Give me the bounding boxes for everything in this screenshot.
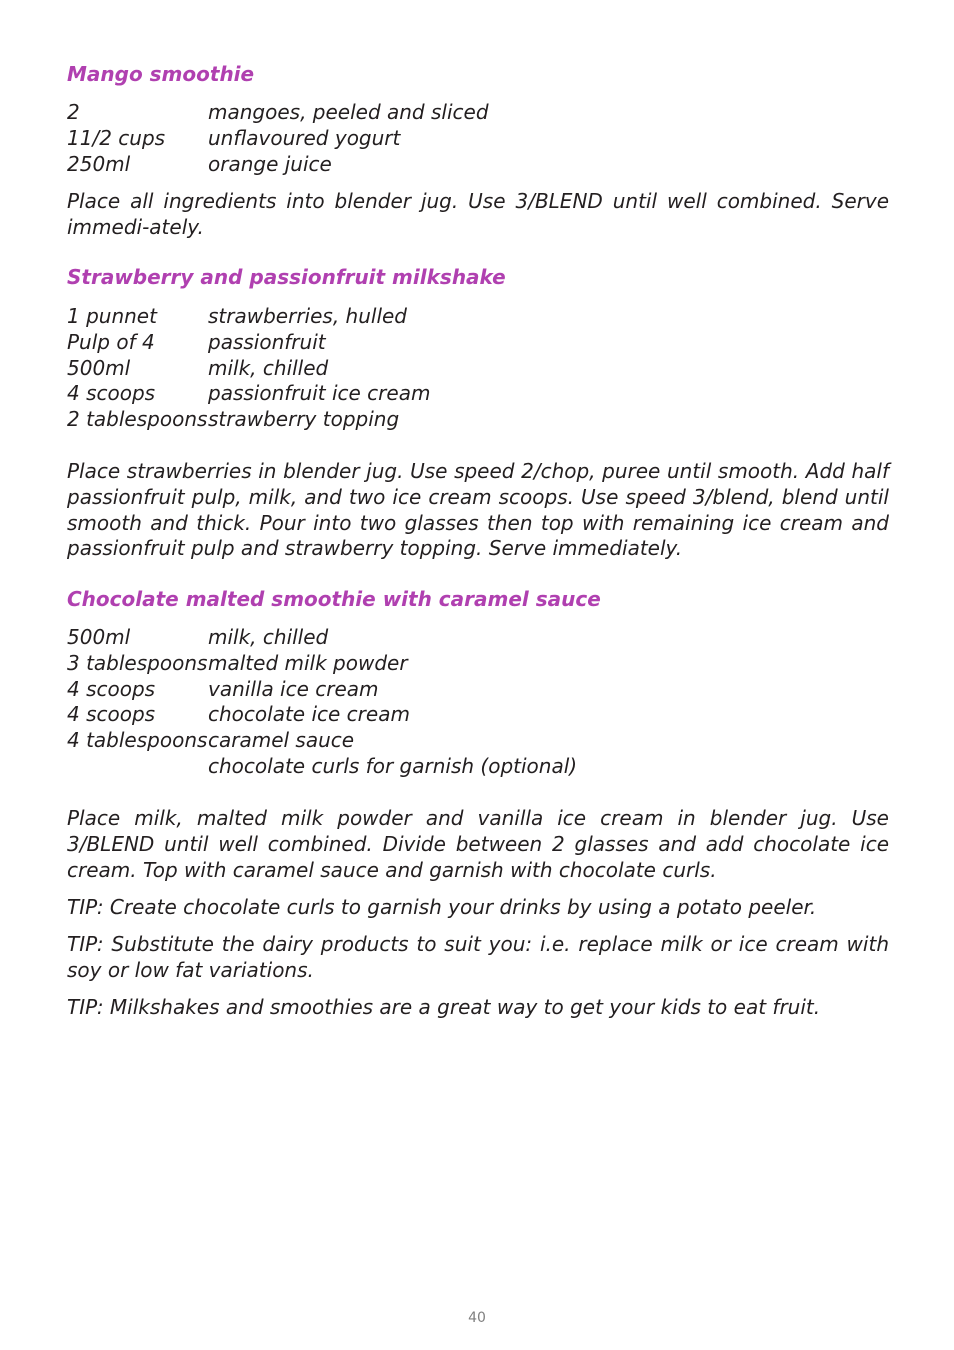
ingredient-quantity: 2 (67, 100, 80, 124)
ingredient-quantity: 500ml (67, 355, 131, 380)
recipe-method-strawberry-passionfruit-milkshake: Place strawberries in blender jug. Use speed 2/chop, puree until smooth. Add half passionfruit pulp, milk, and two ice cream scoops. Use speed 3/blend, blend until smooth and thick. Pour into two glasses then top with remaining ice cream and passionfruit pulp and strawberry topping. Serve immediately. (67, 459, 889, 561)
recipe-title-chocolate-malted-smoothie: Chocolate malted smoothie with caramel sauce (67, 587, 601, 611)
recipe-method-mango-smoothie: Place all ingredients into blender jug. Use 3/BLEND until well combined. Serve immedi-ately. (67, 189, 889, 239)
ingredient-row (67, 304, 889, 330)
ingredient-row (67, 330, 889, 356)
ingredient-list-strawberry-passionfruit-milkshake (67, 304, 889, 433)
recipe-method-chocolate-malted-smoothie: Place milk, malted milk powder and vanilla ice cream in blender jug. Use 3/BLEND until well combined. Divide between 2 glasses and add chocolate ice cream. Top with caramel sauce and garnish with chocolate curls. (67, 806, 889, 882)
ingredient-row (67, 407, 889, 433)
ingredient-quantity: 3 tablespoons (67, 650, 208, 675)
ingredient-quantity: 4 scoops (67, 702, 156, 727)
ingredient-list-chocolate-malted-smoothie (67, 625, 889, 780)
ingredient-row (67, 152, 889, 178)
ingredient-row (67, 356, 889, 382)
ingredient-row (67, 677, 889, 703)
ingredient-quantity: 4 tablespoons (67, 728, 208, 753)
recipe-title-strawberry-passionfruit-milkshake: Strawberry and passionfruit milkshake (67, 265, 506, 289)
ingredient-name: milk, chilled (208, 355, 329, 380)
ingredient-name: mangoes, peeled and sliced (208, 100, 489, 124)
ingredient-name: chocolate curls for garnish (optional) (208, 753, 578, 778)
ingredient-name: malted milk powder (208, 650, 408, 675)
ingredient-row (67, 651, 889, 677)
ingredient-quantity: Pulp of 4 (67, 329, 155, 354)
ingredient-quantity: 4 scoops (67, 381, 156, 406)
ingredient-name: passionfruit ice cream (208, 381, 431, 406)
ingredient-quantity: 2 tablespoons (67, 407, 208, 432)
ingredient-quantity: 4 scoops (67, 676, 156, 701)
tip-kids-fruit: TIP: Milkshakes and smoothies are a great way to get your kids to eat fruit. (67, 995, 821, 1019)
ingredient-row (67, 126, 889, 152)
ingredient-name: caramel sauce (208, 728, 355, 753)
ingredient-name: strawberry topping (208, 407, 400, 432)
page-number: 40 (468, 1310, 486, 1326)
tip-dairy-substitute: TIP: Substitute the dairy products to suit you: i.e. replace milk or ice cream with soy or low fat variations. (67, 932, 889, 982)
ingredient-name: chocolate ice cream (208, 702, 410, 727)
ingredient-name: unflavoured yogurt (208, 125, 401, 150)
ingredient-row (67, 625, 889, 651)
ingredient-quantity: 11/2 cups (67, 125, 166, 150)
ingredient-quantity: 500ml (67, 625, 131, 649)
ingredient-row (67, 728, 889, 754)
ingredient-quantity: 1 punnet (67, 304, 157, 328)
ingredient-name: milk, chilled (208, 625, 329, 649)
tip-chocolate-curls: TIP: Create chocolate curls to garnish your drinks by using a potato peeler. (67, 895, 817, 919)
ingredient-row (67, 754, 889, 780)
ingredient-name: orange juice (208, 151, 332, 176)
ingredient-name: vanilla ice cream (208, 676, 379, 701)
ingredient-list-mango-smoothie (67, 100, 889, 177)
recipe-title-mango-smoothie: Mango smoothie (67, 62, 255, 86)
ingredient-row (67, 381, 889, 407)
ingredient-row (67, 702, 889, 728)
ingredient-row (67, 100, 889, 126)
ingredient-quantity: 250ml (67, 151, 131, 176)
ingredient-name: passionfruit (208, 329, 326, 354)
ingredient-name: strawberries, hulled (208, 304, 408, 328)
